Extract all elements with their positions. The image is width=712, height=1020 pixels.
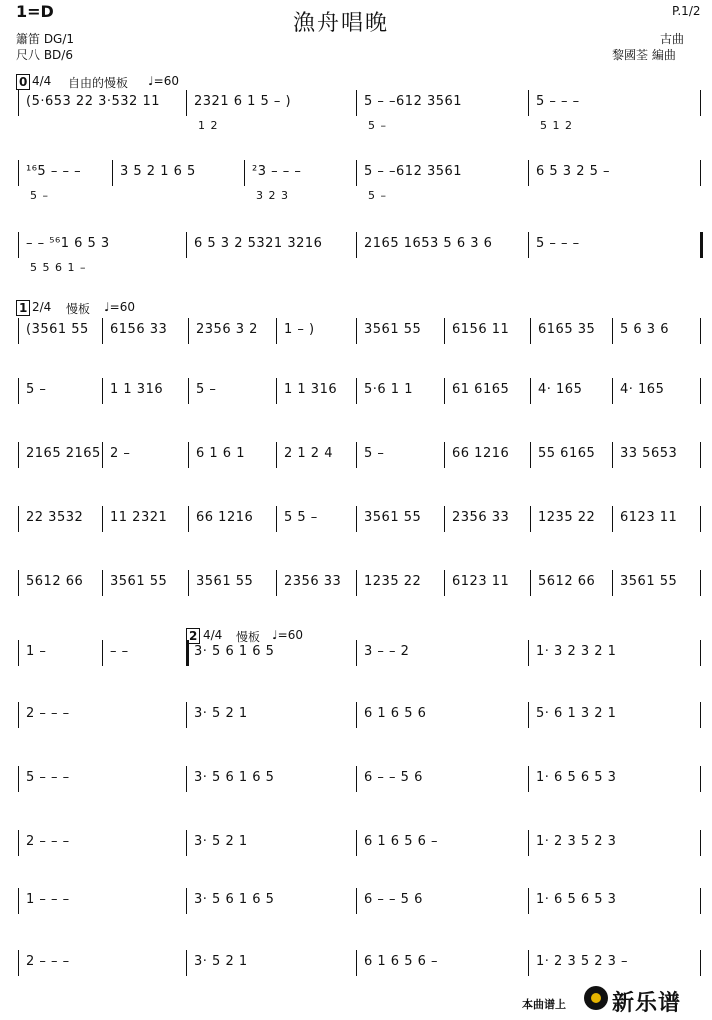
- measure-notes: 1235 22: [538, 510, 596, 525]
- measure-notes: 6165 35: [538, 322, 596, 337]
- score-system: [0, 766, 712, 810]
- bar-line: [700, 950, 701, 976]
- bar-line: [18, 830, 19, 856]
- bar-line: [356, 160, 357, 186]
- bar-line: [188, 442, 189, 468]
- bar-line: [102, 318, 103, 344]
- bar-line: [356, 232, 357, 258]
- measure-lower-notes: 5 –: [30, 189, 49, 202]
- measure-notes: 6156 33: [110, 322, 168, 337]
- measure-notes: 2 – – –: [26, 706, 70, 721]
- bar-line: [612, 378, 613, 404]
- score-system: [0, 506, 712, 550]
- measure-notes: ¹⁶5 – – –: [26, 164, 82, 179]
- measure-notes: 33 5653: [620, 446, 678, 461]
- measure-notes: 1· 2 3 5 2 3: [536, 834, 617, 849]
- bar-line: [356, 888, 357, 914]
- bar-line: [528, 90, 529, 116]
- measure-notes: 2 –: [110, 446, 131, 461]
- measure-notes: 3· 5 6 1 6 5: [194, 770, 275, 785]
- bar-line: [528, 640, 529, 666]
- measure-notes: 3561 55: [364, 322, 422, 337]
- bar-line: [530, 442, 531, 468]
- bar-line: [188, 378, 189, 404]
- measure-notes: (5·653 22 3·532 11: [26, 94, 160, 109]
- bar-line: [700, 378, 701, 404]
- bar-line: [700, 766, 701, 792]
- bar-line: [356, 702, 357, 728]
- section-meter: 4/4: [32, 74, 52, 88]
- bar-line: [700, 830, 701, 856]
- bar-line: [102, 378, 103, 404]
- measure-notes: 1 1 316: [110, 382, 164, 397]
- score-system: [0, 232, 712, 276]
- measure-notes: 6 1 6 5 6 –: [364, 954, 439, 969]
- bar-line: [700, 442, 701, 468]
- bar-line: [612, 442, 613, 468]
- bar-line: [102, 640, 103, 666]
- measure-notes: ²3 – – –: [252, 164, 302, 179]
- measure-notes: 6123 11: [452, 574, 510, 589]
- measure-notes: 5 6 3 6: [620, 322, 669, 337]
- bar-line: [530, 318, 531, 344]
- bar-line: [186, 232, 187, 258]
- bar-line: [188, 570, 189, 596]
- measure-notes: 5 –: [364, 446, 385, 461]
- bar-line: [18, 232, 19, 258]
- bar-line: [612, 506, 613, 532]
- measure-notes: 66 1216: [196, 510, 254, 525]
- measure-notes: 1 1 316: [284, 382, 338, 397]
- bar-line: [186, 640, 189, 666]
- bar-line: [444, 506, 445, 532]
- bar-line: [186, 950, 187, 976]
- footer-label: 本曲谱上: [522, 998, 566, 1011]
- section-number: 1: [16, 300, 30, 316]
- measure-notes: 2321 6 1 5 – ): [194, 94, 292, 109]
- score-system: [0, 702, 712, 746]
- bar-line: [186, 702, 187, 728]
- bar-line: [528, 766, 529, 792]
- bar-line: [356, 378, 357, 404]
- bar-line: [186, 830, 187, 856]
- measure-notes: 4· 165: [620, 382, 665, 397]
- section-number: 2: [186, 628, 200, 644]
- bar-line: [356, 830, 357, 856]
- measure-notes: 2165 1653 5 6 3 6: [364, 236, 493, 251]
- section-tempo-text: 自由的慢板: [68, 76, 129, 90]
- score-system: [0, 442, 712, 486]
- bar-line: [18, 888, 19, 914]
- section-tempo-text: 慢板: [66, 302, 91, 316]
- bar-line: [528, 830, 529, 856]
- measure-notes: 5612 66: [538, 574, 596, 589]
- measure-notes: 3· 5 6 1 6 5: [194, 892, 275, 907]
- measure-notes: 3561 55: [364, 510, 422, 525]
- measure-notes: 3 5 2 1 6 5: [120, 164, 196, 179]
- measure-notes: 5 5 –: [284, 510, 318, 525]
- measure-notes: 5 – – –: [536, 236, 580, 251]
- score-system: [0, 888, 712, 932]
- bar-line: [18, 90, 19, 116]
- bar-line: [612, 318, 613, 344]
- bar-line: [276, 442, 277, 468]
- measure-lower-notes: 5 1 2: [540, 119, 573, 132]
- bar-line: [356, 570, 357, 596]
- bar-line: [612, 570, 613, 596]
- bar-line: [700, 318, 701, 344]
- bar-line: [528, 950, 529, 976]
- bar-line: [356, 442, 357, 468]
- bar-line: [530, 570, 531, 596]
- bar-line: [700, 506, 701, 532]
- measure-notes: 3· 5 2 1: [194, 834, 248, 849]
- arranger-label: 黎國荃 編曲: [612, 48, 676, 62]
- measure-notes: 6 5 3 2 5 –: [536, 164, 611, 179]
- measure-notes: 2 – – –: [26, 954, 70, 969]
- bar-line: [102, 442, 103, 468]
- bar-line: [276, 506, 277, 532]
- measure-notes: 1· 3 2 3 2 1: [536, 644, 617, 659]
- measure-notes: 5· 6 1 3 2 1: [536, 706, 617, 721]
- score-system: [0, 950, 712, 994]
- measure-notes: 5 –: [26, 382, 47, 397]
- score-system: [0, 90, 712, 134]
- measure-notes: (3561 55: [26, 322, 89, 337]
- bar-line: [700, 702, 701, 728]
- bar-line: [444, 570, 445, 596]
- score-title: 漁舟唱晚: [293, 11, 390, 36]
- measure-notes: 3561 55: [620, 574, 678, 589]
- measure-notes: 6 1 6 5 6 –: [364, 834, 439, 849]
- bar-line: [444, 378, 445, 404]
- bar-line: [444, 442, 445, 468]
- bar-line: [18, 318, 19, 344]
- bar-line: [186, 766, 187, 792]
- bar-line: [528, 160, 529, 186]
- origin-label: 古曲: [660, 32, 685, 46]
- bar-line: [528, 702, 529, 728]
- score-system: [0, 640, 712, 684]
- measure-notes: 3· 5 6 1 6 5: [194, 644, 275, 659]
- measure-notes: 6123 11: [620, 510, 678, 525]
- measure-notes: 2356 33: [284, 574, 342, 589]
- measure-notes: 5 –: [196, 382, 217, 397]
- key-signature: 1=D: [16, 2, 54, 21]
- bar-line: [528, 888, 529, 914]
- measure-notes: 1 – ): [284, 322, 315, 337]
- score-system: [0, 378, 712, 422]
- bar-line: [444, 318, 445, 344]
- measure-notes: 5612 66: [26, 574, 84, 589]
- bar-line: [530, 378, 531, 404]
- measure-notes: 61 6165: [452, 382, 510, 397]
- bar-line: [188, 506, 189, 532]
- measure-notes: 1235 22: [364, 574, 422, 589]
- measure-notes: 3561 55: [196, 574, 254, 589]
- measure-notes: 2165 2165: [26, 446, 101, 461]
- bar-line: [18, 702, 19, 728]
- measure-notes: – – ⁵⁶1 6 5 3: [26, 236, 110, 251]
- bar-line: [18, 506, 19, 532]
- bar-line: [18, 570, 19, 596]
- measure-notes: 2356 3 2: [196, 322, 258, 337]
- measure-notes: 11 2321: [110, 510, 168, 525]
- bar-line: [18, 442, 19, 468]
- measure-notes: 5·6 1 1: [364, 382, 413, 397]
- measure-lower-notes: 5 5 6 1 –: [30, 261, 87, 274]
- bar-line: [244, 160, 245, 186]
- measure-notes: 6156 11: [452, 322, 510, 337]
- measure-notes: – –: [110, 644, 129, 659]
- section-tempo: ♩=60: [272, 628, 303, 642]
- measure-notes: 6 1 6 1: [196, 446, 245, 461]
- measure-notes: 5 – – –: [26, 770, 70, 785]
- bar-line: [700, 232, 703, 258]
- bar-line: [700, 90, 701, 116]
- measure-notes: 3561 55: [110, 574, 168, 589]
- measure-notes: 55 6165: [538, 446, 596, 461]
- bar-line: [356, 506, 357, 532]
- bar-line: [356, 950, 357, 976]
- measure-notes: 1· 2 3 5 2 3 –: [536, 954, 629, 969]
- bar-line: [700, 888, 701, 914]
- section-meter: 2/4: [32, 300, 52, 314]
- instrument-2: 尺八 BD/6: [16, 48, 73, 62]
- measure-notes: 3 – – 2: [364, 644, 410, 659]
- bar-line: [530, 506, 531, 532]
- measure-lower-notes: 5 –: [368, 119, 387, 132]
- bar-line: [102, 506, 103, 532]
- bar-line: [356, 766, 357, 792]
- logo-disc-icon: [584, 986, 608, 1010]
- bar-line: [186, 888, 187, 914]
- bar-line: [18, 640, 19, 666]
- measure-notes: 6 – – 5 6: [364, 770, 423, 785]
- measure-notes: 1 –: [26, 644, 47, 659]
- bar-line: [356, 318, 357, 344]
- section-tempo: ♩=60: [148, 74, 179, 88]
- bar-line: [700, 570, 701, 596]
- bar-line: [276, 378, 277, 404]
- score-system: [0, 318, 712, 362]
- instrument-1: 簫笛 DG/1: [16, 32, 75, 46]
- measure-notes: 2 – – –: [26, 834, 70, 849]
- measure-notes: 5 – –612 3561: [364, 164, 463, 179]
- measure-notes: 1· 6 5 6 5 3: [536, 770, 617, 785]
- measure-notes: 2 1 2 4: [284, 446, 333, 461]
- measure-notes: 66 1216: [452, 446, 510, 461]
- bar-line: [700, 160, 701, 186]
- bar-line: [18, 160, 19, 186]
- measure-notes: 22 3532: [26, 510, 84, 525]
- bar-line: [18, 378, 19, 404]
- bar-line: [112, 160, 113, 186]
- measure-notes: 3· 5 2 1: [194, 954, 248, 969]
- bar-line: [18, 766, 19, 792]
- measure-notes: 6 1 6 5 6: [364, 706, 427, 721]
- measure-notes: 5 – – –: [536, 94, 580, 109]
- bar-line: [700, 640, 701, 666]
- measure-notes: 2356 33: [452, 510, 510, 525]
- page-number: P.1/2: [672, 4, 701, 18]
- measure-lower-notes: 1 2: [198, 119, 219, 132]
- measure-notes: 6 5 3 2 5321 3216: [194, 236, 323, 251]
- measure-notes: 1· 6 5 6 5 3: [536, 892, 617, 907]
- measure-notes: 5 – –612 3561: [364, 94, 463, 109]
- bar-line: [528, 232, 529, 258]
- section-number: 0: [16, 74, 30, 90]
- section-tempo: ♩=60: [104, 300, 135, 314]
- bar-line: [356, 640, 357, 666]
- site-logo-text: 新乐谱: [612, 991, 682, 1016]
- score-system: [0, 160, 712, 204]
- measure-notes: 3· 5 2 1: [194, 706, 248, 721]
- section-meter: 4/4: [203, 628, 223, 642]
- bar-line: [186, 90, 187, 116]
- measure-notes: 6 – – 5 6: [364, 892, 423, 907]
- score-system: [0, 830, 712, 874]
- measure-lower-notes: 5 –: [368, 189, 387, 202]
- bar-line: [276, 570, 277, 596]
- measure-notes: 4· 165: [538, 382, 583, 397]
- bar-line: [188, 318, 189, 344]
- bar-line: [102, 570, 103, 596]
- section-tempo-text: 慢板: [236, 630, 261, 644]
- bar-line: [276, 318, 277, 344]
- measure-notes: 1 – – –: [26, 892, 70, 907]
- bar-line: [18, 950, 19, 976]
- score-system: [0, 570, 712, 614]
- measure-lower-notes: 3 2 3: [256, 189, 289, 202]
- bar-line: [356, 90, 357, 116]
